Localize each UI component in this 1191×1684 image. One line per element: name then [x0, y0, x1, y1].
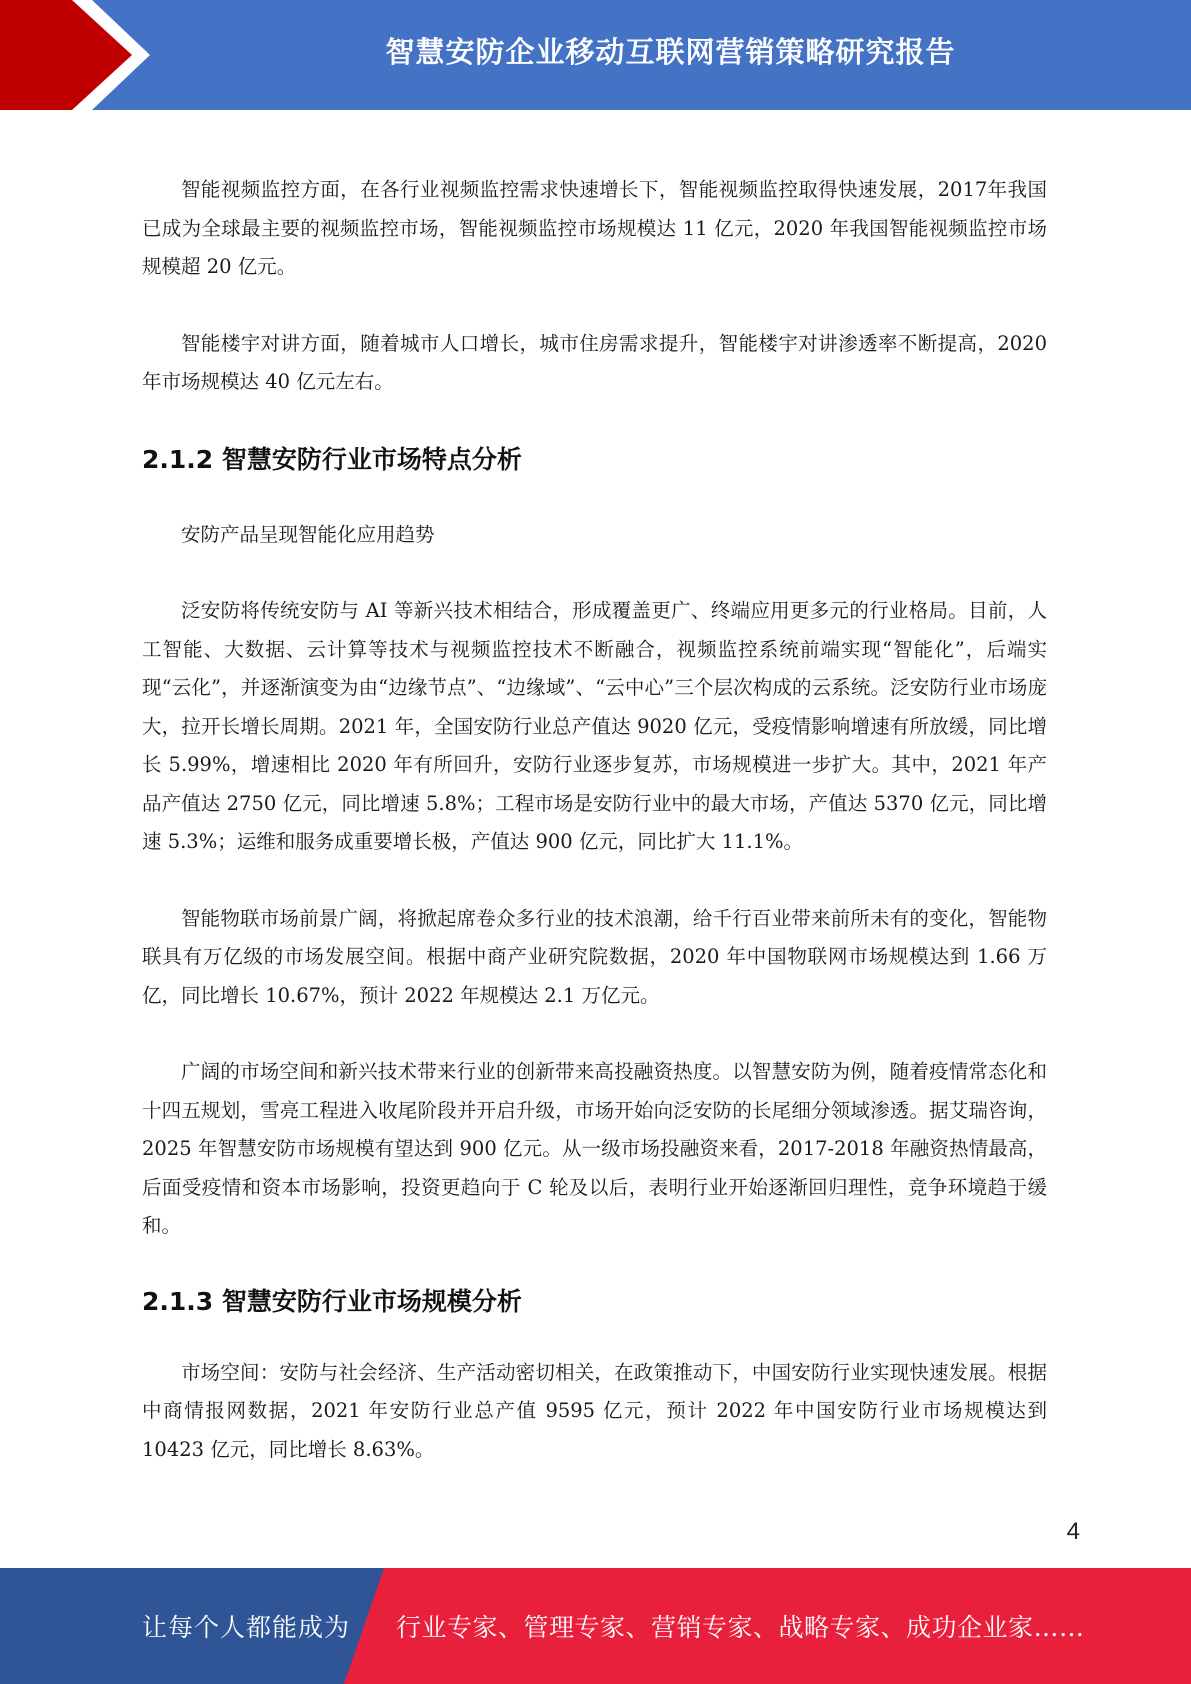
footer-slogan-left: 让每个人都能成为: [142, 1613, 351, 1642]
paragraph-investment: 广阔的市场空间和新兴技术带来行业的创新带来高投融资热度。以智慧安防为例，随着疫情常态化和十四五规划，雪亮工程进入收尾阶段并开启升级，市场开始向泛安防的长尾细分领域渗透。据艾瑞咨询，2025 年智慧安防市场规模有望达到 900 亿元。从一级市场投融资来看，2017-2018 年融资热情最高，后面受疫情和资本市场影响，投资更趋向于 C 轮及以后，表明行业开始逐渐回归理性，竞争环境趋于缓和。: [142, 1060, 1047, 1237]
paragraph-video-surveillance: 智能视频监控方面，在各行业视频监控需求快速增长下，智能视频监控取得快速发展，2017年我国已成为全球最主要的视频监控市场，智能视频监控市场规模达 11 亿元，2020 年我国智能视频监控市场规模超 20 亿元。: [142, 178, 1047, 278]
document-body: [142, 171, 1047, 1469]
paragraph-iot-market: 智能物联市场前景广阔，将掀起席卷众多行业的技术浪潮，给千行百业带来前所未有的变化，智能物联具有万亿级的市场发展空间。根据中商产业研究院数据，2020 年中国物联网市场规模达到 1.66 万亿，同比增长 10.67%，预计 2022 年规模达 2.1 万亿元。: [142, 906, 1047, 1007]
section-heading-2-1-3: 2.1.3 智慧安防行业市场规模分析: [142, 1286, 522, 1316]
header-banner: [0, 0, 1191, 110]
footer-slogan-right: 行业专家、管理专家、营销专家、战略专家、成功企业家……: [396, 1613, 1085, 1642]
paragraph-pan-security: 泛安防将传统安防与 AI 等新兴技术相结合，形成覆盖更广、终端应用更多元的行业格局。目前，人工智能、大数据、云计算等技术与视频监控技术不断融合，视频监控系统前端实现“智能化”，后端实现“云化”，并逐渐演变为由“边缘节点”、“边缘域”、“云中心”三个层次构成的云系统。泛安防行业市场庞大，拉开长增长周期。2021 年，全国安防行业总产值达 9020 亿元，受疫情影响增速有所放缓，同比增长 5.99%，增速相比 2020 年有所回升，安防行业逐步复苏，市场规模进一步扩大。其中，2021 年产品产值达 2750 亿元，同比增速 5.8%；工程市场是安防行业中的最大市场，产值达 5370 亿元，同比增速 5.3%；运维和服务成重要增长极，产值达 900 亿元，同比扩大 11.1%。: [142, 599, 1047, 853]
footer-banner: [0, 1568, 1191, 1684]
document-title: 智慧安防企业移动互联网营销策略研究报告: [385, 34, 956, 69]
page-number: 4: [1066, 1518, 1080, 1545]
paragraph-intelligent-trend: 安防产品呈现智能化应用趋势: [181, 522, 435, 546]
paragraph-market-space: 市场空间：安防与社会经济、生产活动密切相关，在政策推动下，中国安防行业实现快速发展。根据中商情报网数据，2021 年安防行业总产值 9595 亿元，预计 2022 年中国安防行业市场规模达到 10423 亿元，同比增长 8.63%。: [142, 1360, 1047, 1461]
paragraph-building-intercom: 智能楼宇对讲方面，随着城市人口增长，城市住房需求提升，智能楼宇对讲渗透率不断提高，2020 年市场规模达 40 亿元左右。: [142, 331, 1047, 393]
section-heading-2-1-2: 2.1.2 智慧安防行业市场特点分析: [142, 444, 522, 474]
